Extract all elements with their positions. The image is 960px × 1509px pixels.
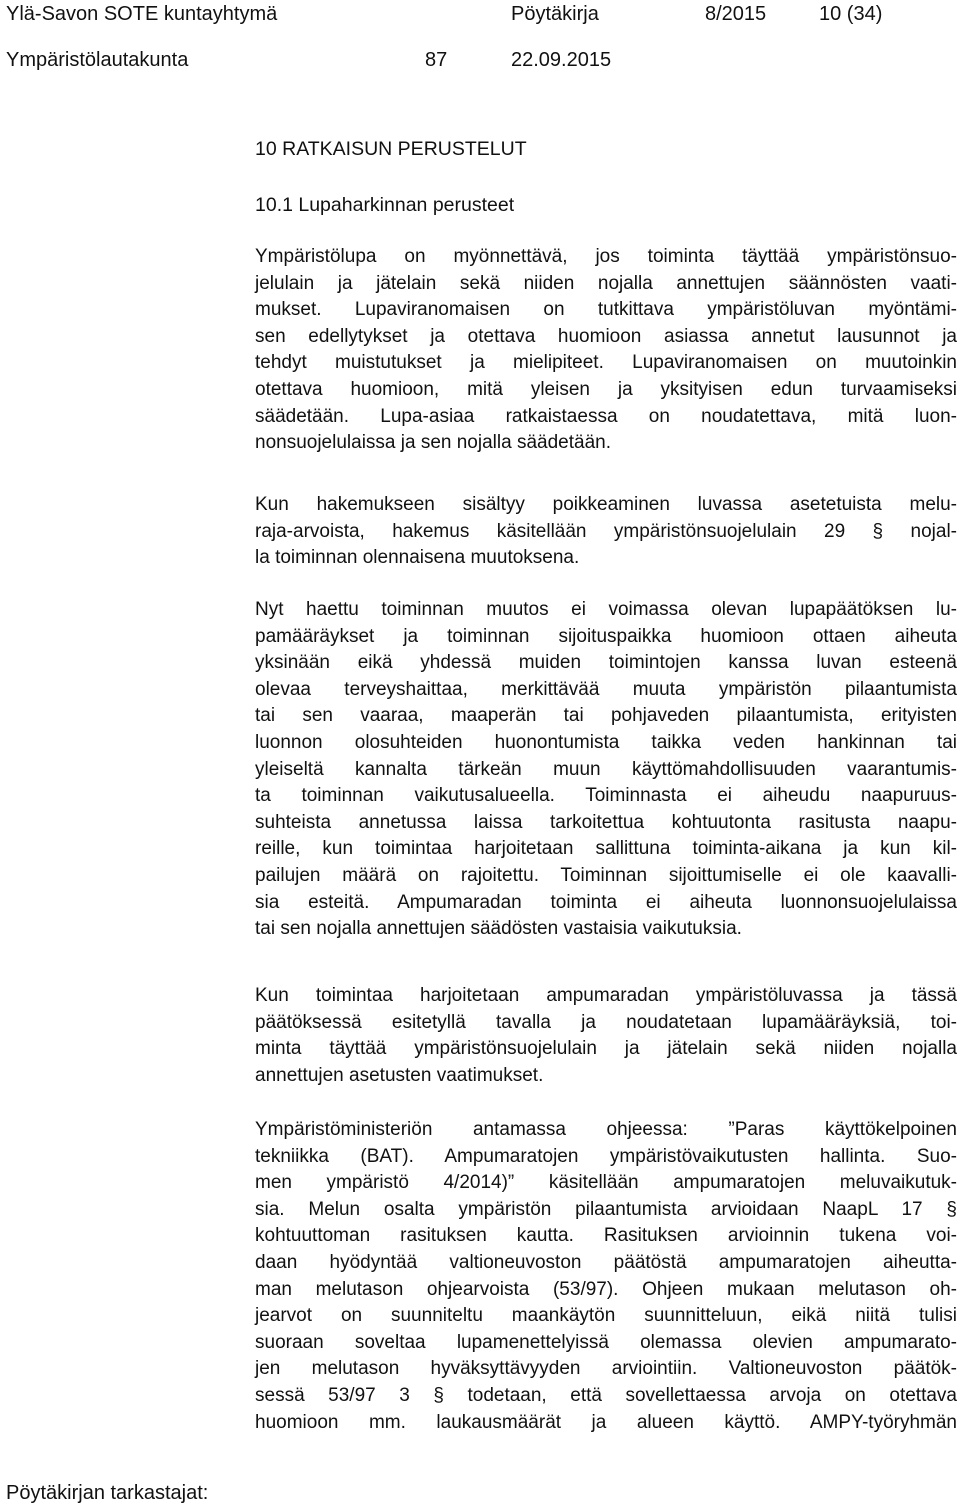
text-line: Kun toimintaa harjoitetaan ampumaradan ympäristöluvassa ja tässä [255,985,957,1006]
text-line: pamääräykset ja toiminnan sijoituspaikka huomioon ottaen aiheuta [255,625,957,647]
text-line: tai sen nojalla annettujen säädösten vastaisia vaikutuksia. [255,918,742,940]
text-line: raja-arvoista, hakemus käsitellään ympäristönsuojelulain 29 § nojal- [255,520,957,542]
text-line: yleiseltä kannalta tärkeän muun käyttömahdollisuuden vaarantumis- [255,758,957,780]
minutes-reviewers-label: Pöytäkirjan tarkastajat: [6,1482,209,1504]
text-line: mukset. Lupaviranomaisen on tutkittava ympäristöluvan myöntämi- [255,299,957,321]
document-number: 8/2015 [705,3,767,25]
text-line: Ympäristölupa on myönnettävä, jos toiminta täyttää ympäristönsuo- [255,246,957,267]
paragraph-1 [255,244,957,457]
text-line: man melutason ohjearvoista (53/97). Ohjeen mukaan melutason oh- [255,1278,957,1300]
text-line: minta täyttää ympäristönsuojelulain ja jätelain sekä niiden nojalla [255,1038,957,1060]
text-line: sia. Melun osalta ympäristön pilaantumista arvioidaan NaapL 17 § [255,1198,957,1220]
paragraph-4 [255,983,957,1089]
text-line: olevaa terveyshaittaa, merkittävää muuta ympäristön pilaantumista [255,678,957,700]
organization-name: Ylä-Savon SOTE kuntayhtymä [6,3,278,25]
text-line: sessä 53/97 3 § todetaan, että sovellettaessa arvoja on otettava [255,1384,957,1406]
text-line: suhteista annetussa laissa tarkoitettua kohtuutonta rasitusta naapu- [255,811,957,833]
text-line: sen edellytykset ja otettava huomioon asiassa annetut lausunnot ja [255,325,957,347]
text-line: jen melutason hyväksyttävyyden arviointiin. Valtioneuvoston päätök- [255,1358,957,1380]
paragraph-5 [255,1117,957,1436]
paragraph-3 [255,597,957,943]
text-line: kohtuuttoman rasituksen kautta. Rasituksen arvioinnin tukena voi- [255,1225,957,1247]
text-line: Nyt haettu toiminnan muutos ei voimassa olevan lupapäätöksen lu- [255,599,957,620]
text-line: men ympäristö 4/2014)” käsitellään ampumaratojen meluvaikutuk- [255,1172,957,1194]
page-info: 10 (34) [819,3,883,25]
text-line: pailujen määrä on rajoitettu. Toiminnan sijoittumiselle ei ole kaavalli- [255,864,957,886]
text-line: Ympäristöministeriön antamassa ohjeessa: ”Paras käyttökelpoinen [255,1119,957,1140]
text-line: otettava huomioon, mitä yleisen ja yksityisen edun turvaamiseksi [255,378,957,400]
board-name: Ympäristölautakunta [6,49,189,71]
text-line: ta toiminnan vaikutusalueella. Toiminnasta ei aiheudu naapuruus- [255,785,957,807]
meeting-date: 22.09.2015 [511,49,612,71]
subsection-title: 10.1 Lupaharkinnan perusteet [255,194,515,216]
text-line: reille, kun toimintaa harjoitetaan sallittuna toiminta-aikana ja kun kil- [255,838,957,860]
text-line: huomioon mm. laukausmäärät ja alueen käyttö. AMPY-työryhmän [255,1411,957,1433]
text-line: la toiminnan olennaisena muutoksena. [255,547,580,569]
text-line: suoraan soveltaa lupamenettelyissä olemassa olevien ampumarato- [255,1331,957,1353]
text-line: tehdyt muistutukset ja mielipiteet. Lupaviranomaisen on muutoinkin [255,352,957,374]
text-line: jearvot on suunniteltu maankäytön suunnitteluun, eikä niitä tulisi [255,1305,957,1327]
document-type: Pöytäkirja [511,3,599,25]
section-number: 87 [425,49,448,71]
text-line: säädetään. Lupa-asiaa ratkaistaessa on noudatettava, mitä luon- [255,405,957,427]
text-line: jelulain ja jätelain sekä niiden nojalla annettujen säännösten vaati- [255,272,957,294]
text-line: yksinään eikä yhdessä muiden toimintojen kanssa luvan esteenä [255,652,957,674]
text-line: daan hyödyntää valtioneuvoston päätöstä ampumaratojen aiheutta- [255,1251,957,1273]
text-line: annettujen asetusten vaatimukset. [255,1064,544,1086]
text-line: Kun hakemukseen sisältyy poikkeaminen luvassa asetetuista melu- [255,494,957,515]
text-line: nonsuojelulaissa ja sen nojalla säädetään. [255,432,611,454]
text-line: luonnon olosuhteiden huonontumista taikka veden hankinnan tai [255,731,957,753]
text-line: sia esteitä. Ampumaradan toiminta ei aiheuta luonnonsuojelulaissa [255,891,957,913]
section-title: 10 RATKAISUN PERUSTELUT [255,138,527,160]
text-line: päätöksessä esitetyllä tavalla ja noudatetaan lupamääräyksiä, toi- [255,1011,957,1033]
text-line: tai sen vaaraa, maaperän tai pohjaveden pilaantumista, erityisten [255,705,957,727]
text-line: tekniikka (BAT). Ampumaratojen ympäristövaikutusten hallinta. Suo- [255,1145,957,1167]
paragraph-2 [255,492,957,572]
